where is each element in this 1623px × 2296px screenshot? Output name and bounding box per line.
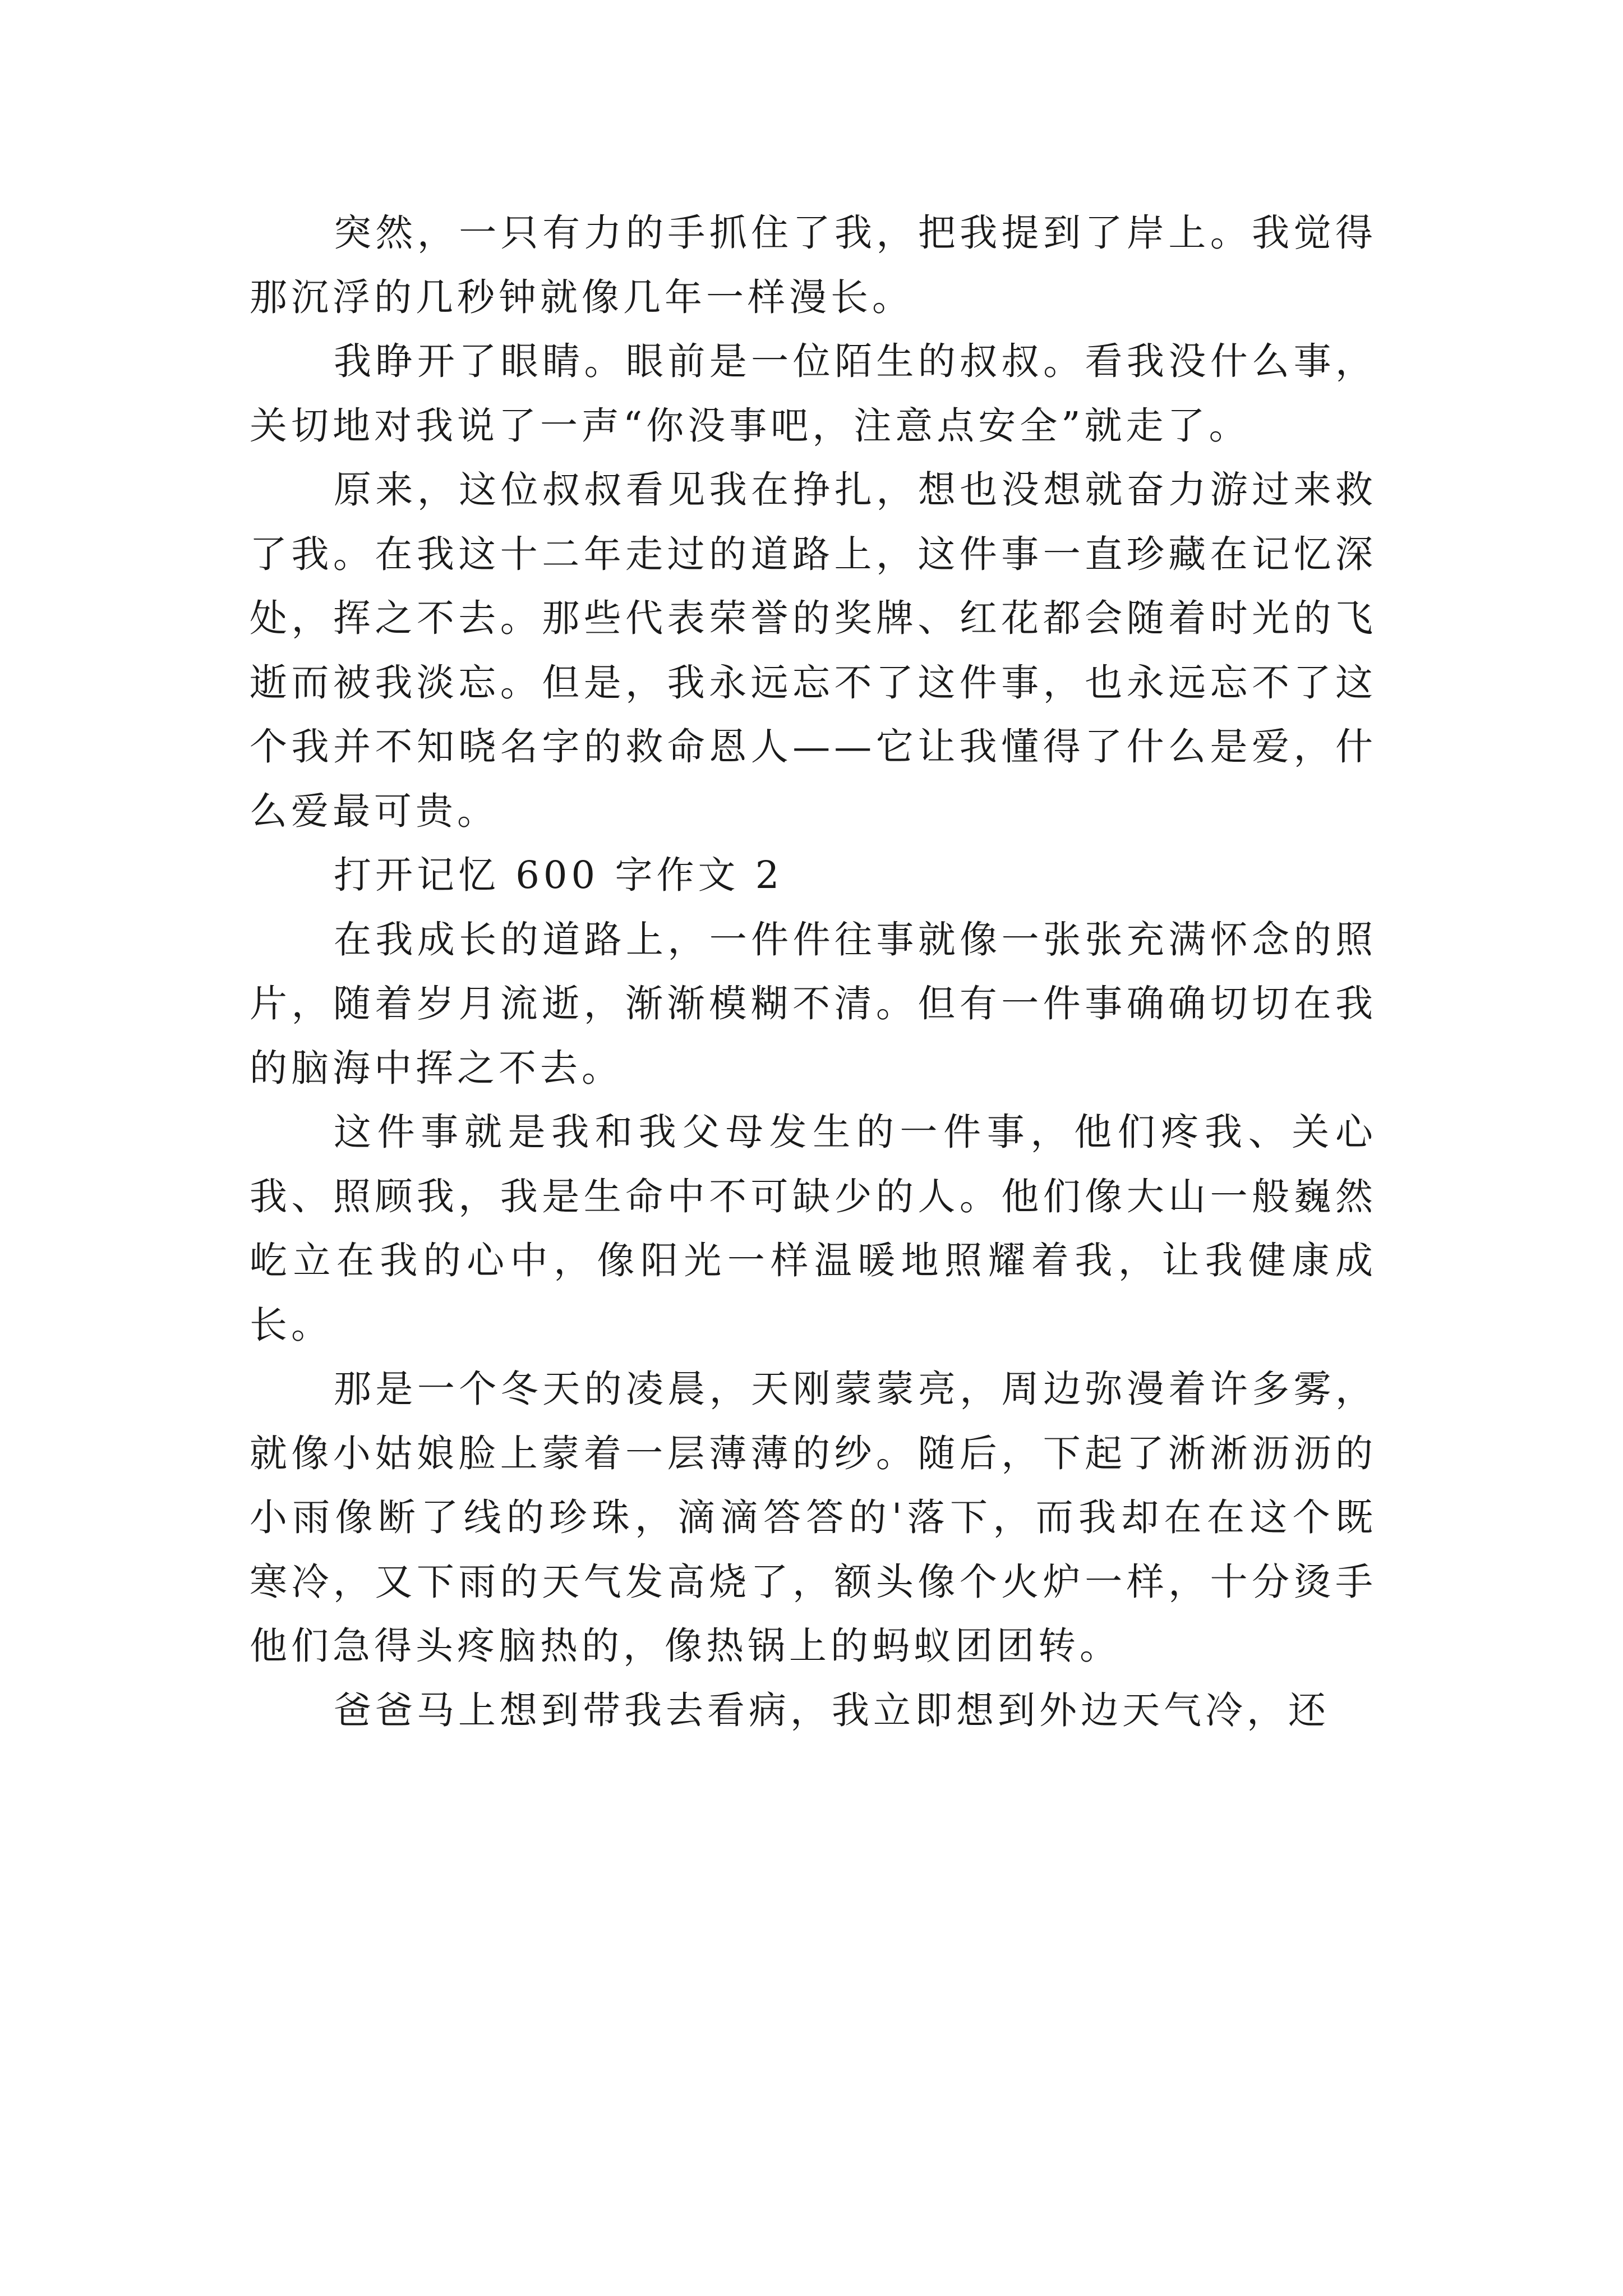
paragraph-memory-reflection: 原来，这位叔叔看见我在挣扎，想也没想就奋力游过来救了我。在我这十二年走过的道路上，这件事一直珍藏在记忆深处，挥之不去。那些代表荣誉的奖牌、红花都会随着时光的飞逝而被我淡忘。但是，我永远忘不了这件事，也永远忘不了这个我并不知晓名字的救命恩人——它让我懂得了什么是爱，什么爱最可贵。 [250,468,1377,833]
paragraph-parents: 这件事就是我和我父母发生的一件事，他们疼我、关心我、照顾我，我是生命中不可缺少的人。他们像大山一般巍然屹立在我的心中，像阳光一样温暖地照耀着我，让我健康成长。 [250,1110,1377,1347]
paragraph-stranger-uncle: 我睁开了眼睛。眼前是一位陌生的叔叔。看我没什么事，关切地对我说了一声“你没事吧，注意点安全”就走了。 [250,339,1377,448]
paragraph-rescue-moment: 突然，一只有力的手抓住了我，把我提到了岸上。我觉得那沉浮的几秒钟就像几年一样漫长。 [250,211,1377,319]
essay-body [250,201,1377,1742]
essay-2-heading: 打开记忆 600 字作文 2 [334,853,783,897]
paragraph-father: 爸爸马上想到带我去看病，我立即想到外边天气冷，还 [334,1688,1330,1732]
paragraph-winter-morning: 那是一个冬天的凌晨，天刚蒙蒙亮，周边弥漫着许多雾，就像小姑娘脸上蒙着一层薄薄的纱。随后，下起了淅淅沥沥的小雨像断了线的珍珠，滴滴答答的'落下，而我却在在这个既寒冷，又下雨的天气发高烧了，额头像个火炉一样，十分烫手他们急得头疼脑热的，像热锅上的蚂蚁团团转。 [250,1367,1377,1668]
paragraph-growing-up: 在我成长的道路上，一件件往事就像一张张充满怀念的照片，随着岁月流逝，渐渐模糊不清。但有一件事确确切切在我的脑海中挥之不去。 [250,917,1377,1090]
